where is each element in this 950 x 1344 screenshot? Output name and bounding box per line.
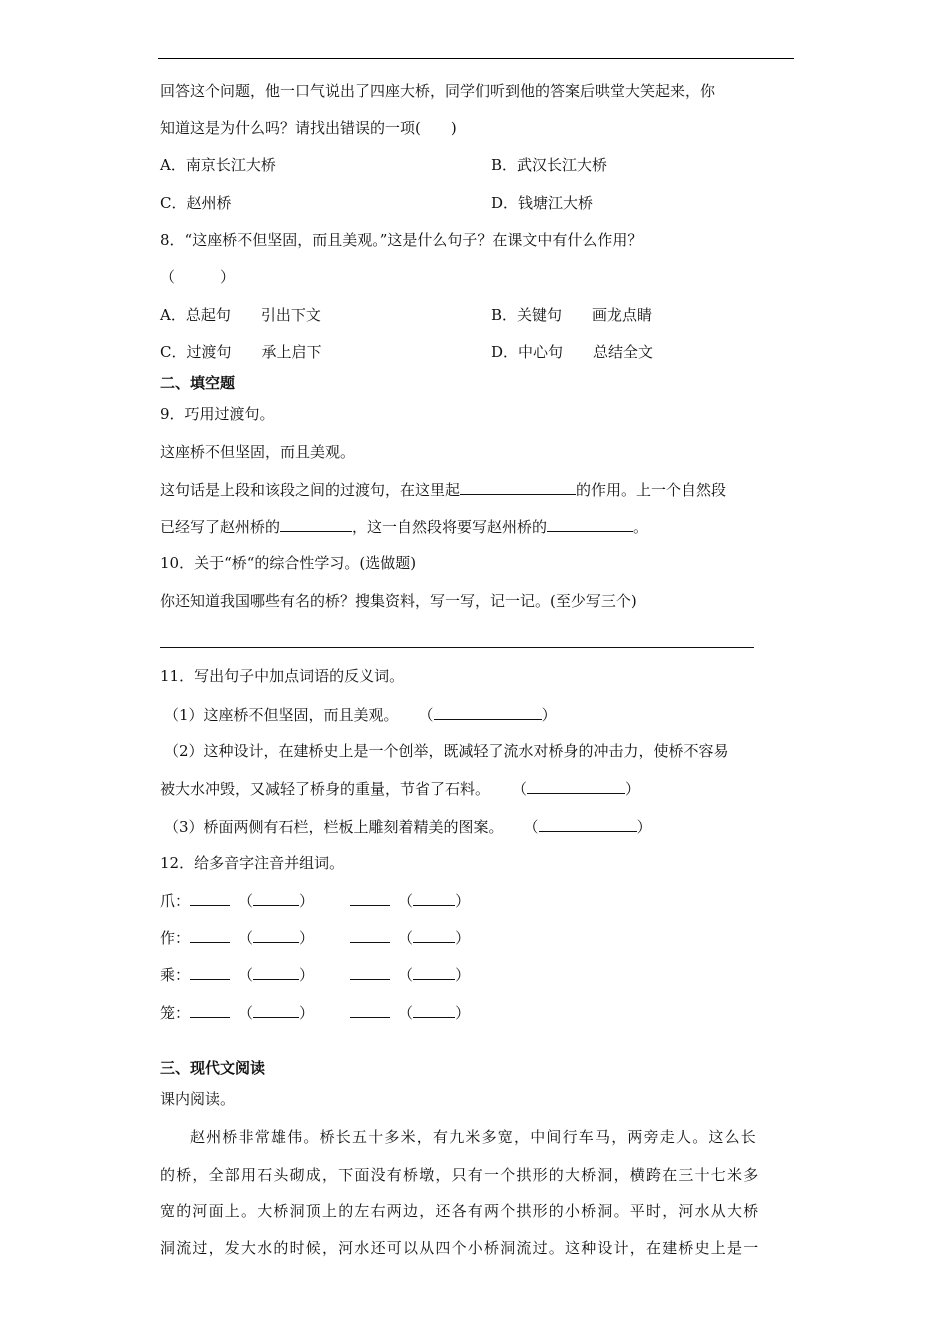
q11-item-3-open: （ bbox=[523, 818, 539, 836]
q8-option-c[interactable] bbox=[160, 342, 322, 362]
q12-row bbox=[160, 890, 470, 911]
q9-line3-text-b: 的作用。上一个自然段 bbox=[576, 481, 727, 499]
q12-pinyin-blank[interactable] bbox=[350, 927, 390, 943]
q9-line3 bbox=[160, 479, 726, 500]
q12-pinyin-blank[interactable] bbox=[190, 964, 230, 980]
q8-option-b-label: B．关键句 bbox=[491, 306, 563, 324]
q11-item-2-line1: （2）这种设计，在建桥史上是一个创举，既减轻了流水对桥身的冲击力，使桥不容易 bbox=[164, 742, 729, 760]
q9-title: 9．巧用过渡句。 bbox=[160, 405, 275, 423]
q12-paren-open: （ bbox=[238, 892, 254, 910]
q12-word-blank[interactable] bbox=[253, 1002, 299, 1018]
q12-paren-close: ） bbox=[299, 966, 315, 984]
q8-option-a-desc: 引出下文 bbox=[260, 306, 321, 324]
q12-paren-close: ） bbox=[299, 929, 315, 947]
q10-title: 10．关于“桥“的综合性学习。(选做题) bbox=[160, 554, 417, 572]
q11-title: 11．写出句子中加点词语的反义词。 bbox=[160, 667, 405, 685]
q8-option-a-label: A．总起句 bbox=[160, 306, 231, 324]
q12-paren-open: （ bbox=[238, 966, 254, 984]
q7-line1: 回答这个问题，他一口气说出了四座大桥，同学们听到他的答案后哄堂大笑起来，你 bbox=[160, 82, 716, 100]
q8-option-c-desc: 承上启下 bbox=[261, 343, 322, 361]
q12-pinyin-blank[interactable] bbox=[350, 890, 390, 906]
section-heading-fill-blank: 二、填空题 bbox=[160, 374, 236, 392]
q9-line3-text-a: 这句话是上段和该段之间的过渡句，在这里起 bbox=[160, 481, 461, 499]
q12-paren-open: （ bbox=[398, 892, 414, 910]
header-rule bbox=[158, 58, 794, 59]
q12-paren-close: ） bbox=[455, 929, 471, 947]
q11-item-2-text: 被大水冲毁，又减轻了桥身的重量，节省了石料。 bbox=[160, 780, 491, 798]
q12-pinyin-blank[interactable] bbox=[190, 890, 230, 906]
q8-option-d-label: D．中心句 bbox=[491, 343, 564, 361]
q7-option-c[interactable]: C．赵州桥 bbox=[160, 194, 232, 212]
q12-word-blank[interactable] bbox=[253, 927, 299, 943]
q12-word-blank[interactable] bbox=[413, 964, 455, 980]
q12-paren-close: ） bbox=[299, 1004, 315, 1022]
q9-line4 bbox=[160, 516, 648, 537]
q11-item-2-close: ） bbox=[625, 780, 641, 798]
q9-blank-1[interactable] bbox=[460, 479, 576, 495]
q8-option-a[interactable] bbox=[160, 305, 321, 325]
q12-pinyin-blank[interactable] bbox=[190, 927, 230, 943]
q12-paren-close: ） bbox=[455, 966, 471, 984]
q7-option-b[interactable]: B．武汉长江大桥 bbox=[491, 156, 608, 174]
q8-option-b-desc: 画龙点睛 bbox=[592, 306, 653, 324]
q12-char: 爪： bbox=[160, 892, 191, 910]
q7-option-d[interactable]: D．钱塘江大桥 bbox=[491, 194, 594, 212]
q12-pinyin-blank[interactable] bbox=[190, 1002, 230, 1018]
q12-word-blank[interactable] bbox=[253, 890, 299, 906]
q7-option-a[interactable]: A．南京长江大桥 bbox=[160, 156, 276, 174]
q12-paren-open: （ bbox=[398, 929, 414, 947]
q10-prompt: 你还知道我国哪些有名的桥？搜集资料，写一写，记一记。(至少写三个) bbox=[160, 592, 637, 610]
q12-paren-open: （ bbox=[398, 1004, 414, 1022]
q12-row bbox=[160, 964, 470, 985]
reading-line: 的桥，全部用石头砌成，下面没有桥墩，只有一个拱形的大桥洞，横跨在三十七米多 bbox=[160, 1166, 760, 1184]
q9-blank-2[interactable] bbox=[280, 516, 352, 532]
q9-line4-text-c: 。 bbox=[633, 518, 649, 536]
q11-blank-3[interactable] bbox=[539, 816, 637, 832]
q8-option-d[interactable] bbox=[491, 342, 653, 362]
q12-char: 乘： bbox=[160, 966, 191, 984]
q11-item-2-line2 bbox=[160, 778, 640, 799]
q11-item-1-close: ） bbox=[541, 706, 557, 724]
q9-line4-text-b: ，这一自然段将要写赵州桥的 bbox=[352, 518, 548, 536]
q12-title: 12．给多音字注音并组词。 bbox=[160, 854, 345, 872]
q11-item-1-text: （1）这座桥不但坚固，而且美观。 bbox=[164, 706, 399, 724]
q12-row bbox=[160, 927, 470, 948]
q12-paren-close: ） bbox=[455, 892, 471, 910]
q12-pinyin-blank[interactable] bbox=[350, 964, 390, 980]
q11-blank-1[interactable] bbox=[434, 704, 542, 720]
q11-item-3-close: ） bbox=[636, 818, 652, 836]
q12-pinyin-blank[interactable] bbox=[350, 1002, 390, 1018]
q12-char: 笼： bbox=[160, 1004, 191, 1022]
q12-char: 作： bbox=[160, 929, 191, 947]
q12-row bbox=[160, 1002, 470, 1023]
reading-line: 宽的河面上。大桥洞顶上的左右两边，还各有两个拱形的小桥洞。平时，河水从大桥 bbox=[160, 1202, 760, 1220]
section-heading-reading: 三、现代文阅读 bbox=[160, 1059, 266, 1077]
q11-item-1 bbox=[164, 704, 557, 725]
q11-item-3-text: （3）桥面两侧有石栏，栏板上雕刻着精美的图案。 bbox=[164, 818, 504, 836]
q12-paren-open: （ bbox=[238, 1004, 254, 1022]
q7-line2: 知道这是为什么吗？请找出错误的一项( ) bbox=[160, 119, 457, 137]
q12-paren-open: （ bbox=[238, 929, 254, 947]
q11-item-3 bbox=[164, 816, 652, 837]
q11-blank-2[interactable] bbox=[527, 778, 625, 794]
q8-option-c-label: C．过渡句 bbox=[160, 343, 232, 361]
q9-blank-3[interactable] bbox=[547, 516, 633, 532]
q10-answer-line[interactable] bbox=[160, 647, 754, 648]
q12-paren-close: ） bbox=[299, 892, 315, 910]
reading-label: 课内阅读。 bbox=[160, 1090, 236, 1108]
q9-line4-text-a: 已经写了赵州桥的 bbox=[160, 518, 281, 536]
q9-sentence: 这座桥不但坚固，而且美观。 bbox=[160, 443, 356, 461]
q12-word-blank[interactable] bbox=[413, 927, 455, 943]
q11-item-1-open: （ bbox=[418, 706, 434, 724]
q12-paren-open: （ bbox=[398, 966, 414, 984]
reading-line: 赵州桥非常雄伟。桥长五十多米，有九米多宽，中间行车马，两旁走人。这么长 bbox=[190, 1128, 758, 1146]
q11-item-2-open: （ bbox=[512, 780, 528, 798]
q8-answer-paren[interactable]: （ ） bbox=[160, 268, 236, 286]
q12-paren-close: ） bbox=[455, 1004, 471, 1022]
q12-word-blank[interactable] bbox=[413, 1002, 455, 1018]
q12-word-blank[interactable] bbox=[253, 964, 299, 980]
reading-line: 洞流过，发大水的时候，河水还可以从四个小桥洞流过。这种设计，在建桥史上是一 bbox=[160, 1239, 760, 1257]
q8-option-d-desc: 总结全文 bbox=[593, 343, 654, 361]
q8-stem: 8．“这座桥不但坚固，而且美观。”这是什么句子？在课文中有什么作用？ bbox=[160, 231, 643, 249]
q8-option-b[interactable] bbox=[491, 305, 652, 325]
q12-word-blank[interactable] bbox=[413, 890, 455, 906]
